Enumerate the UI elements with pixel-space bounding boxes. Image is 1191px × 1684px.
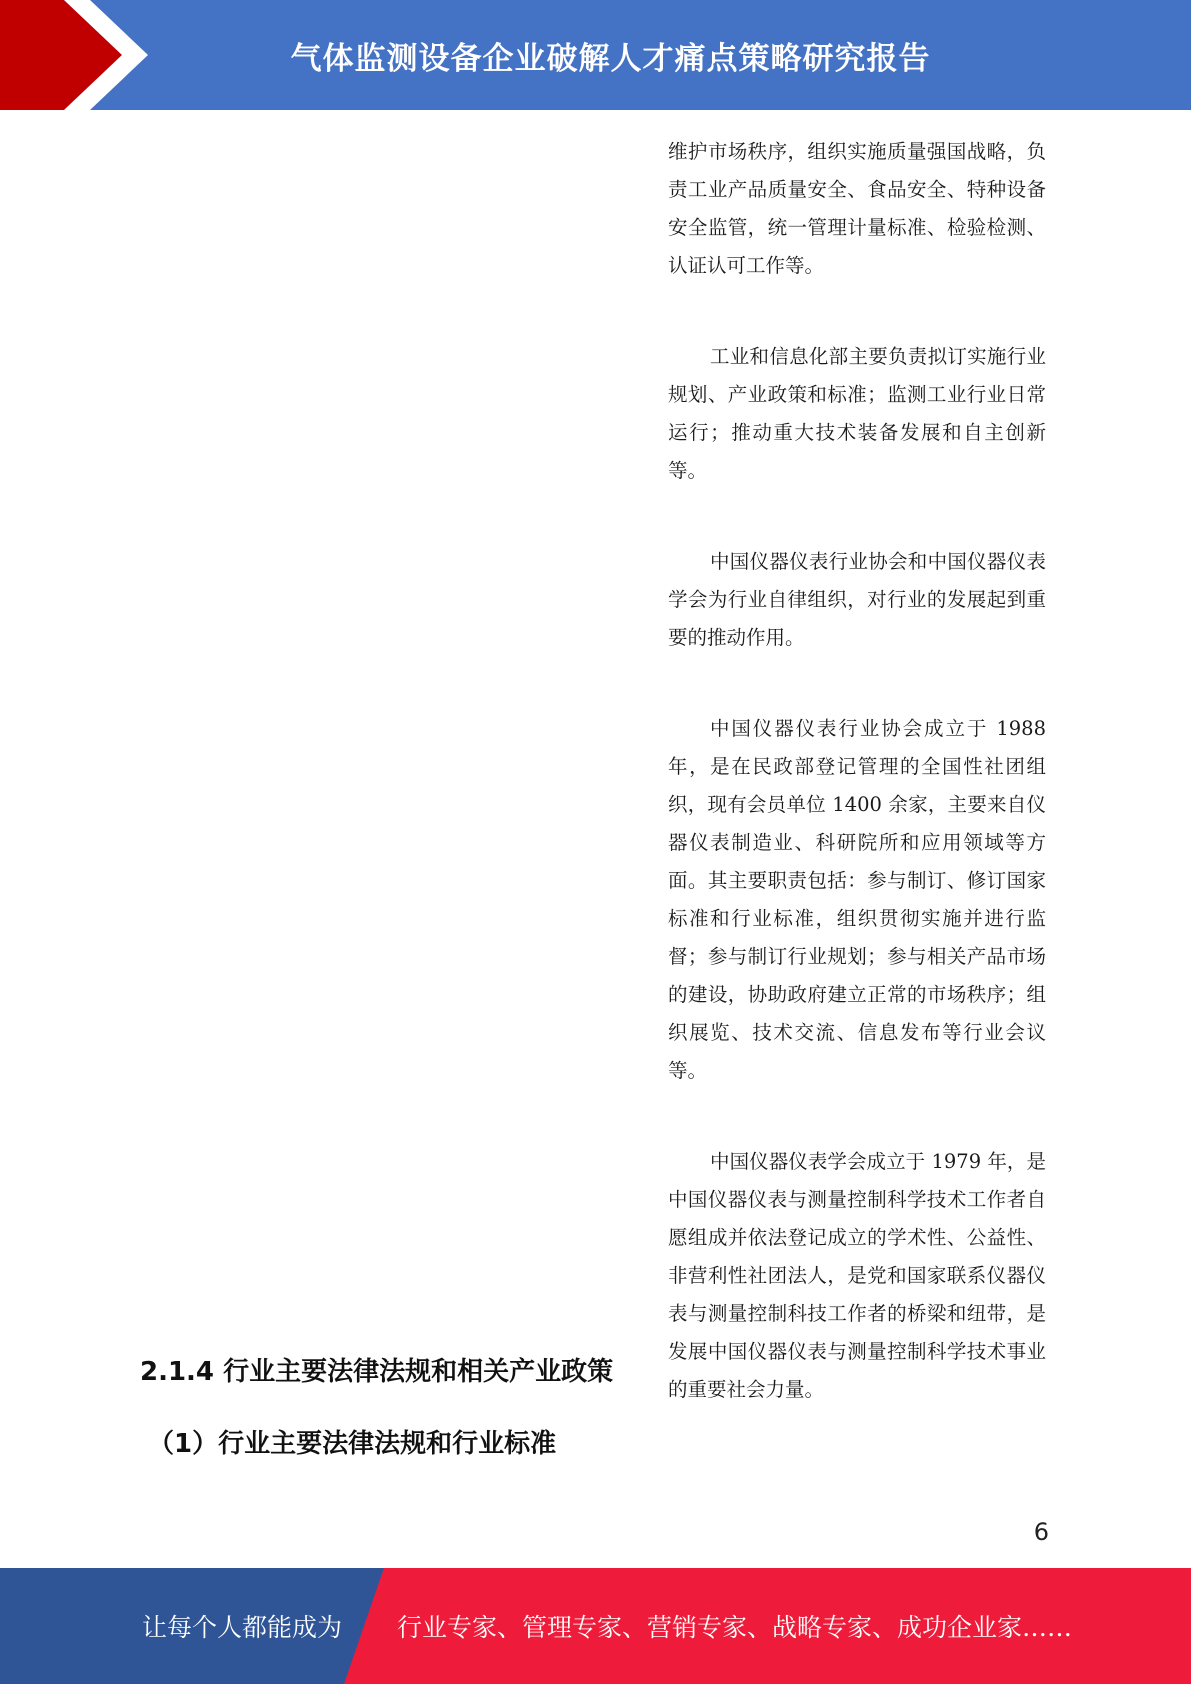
page-header (0, 0, 1191, 110)
footer-slogan-left: 让每个人都能成为 (142, 1613, 343, 1642)
page-number: 6 (1033, 1518, 1049, 1546)
paragraph-market-regulation: 维护市场秩序，组织实施质量强国战略，负责工业产品质量安全、食品安全、特种设备安全监管，统一管理计量标准、检验检测、认证认可工作等。 (668, 140, 1046, 277)
body-text-column (668, 133, 1046, 1462)
report-title: 气体监测设备企业破解人才痛点策略研究报告 (290, 40, 931, 77)
section-heading: 2.1.4 行业主要法律法规和相关产业政策 (140, 1357, 614, 1387)
subsection-heading: （1）行业主要法律法规和行业标准 (148, 1429, 557, 1459)
paragraph-industry-association: 中国仪器仪表行业协会成立于 1988 年，是在民政部登记管理的全国性社团组织，现有会员单位 1400 余家，主要来自仪器仪表制造业、科研院所和应用领域等方面。其主要职责包括：参与制订、修订国家标准和行业标准，组织贯彻实施并进行监督；参与制订行业规划；参与相关产品市场的建设，协助政府建立正常的市场秩序；组织展览、技术交流、信息发布等行业会议等。 (668, 717, 1046, 1082)
paragraph-instrument-society: 中国仪器仪表学会成立于 1979 年，是中国仪器仪表与测量控制科学技术工作者自愿组成并依法登记成立的学术性、公益性、非营利性社团法人，是党和国家联系仪器仪表与测量控制科技工作者的桥梁和纽带，是发展中国仪器仪表与测量控制科学技术事业的重要社会力量。 (668, 1150, 1046, 1401)
paragraph-self-regulatory-orgs: 中国仪器仪表行业协会和中国仪器仪表学会为行业自律组织，对行业的发展起到重要的推动作用。 (668, 550, 1046, 649)
footer-slogan-right: 行业专家、管理专家、营销专家、战略专家、成功企业家…… (397, 1613, 1073, 1642)
paragraph-miit: 工业和信息化部主要负责拟订实施行业规划、产业政策和标准；监测工业行业日常运行；推动重大技术装备发展和自主创新等。 (668, 345, 1046, 482)
page-footer (0, 1568, 1191, 1684)
